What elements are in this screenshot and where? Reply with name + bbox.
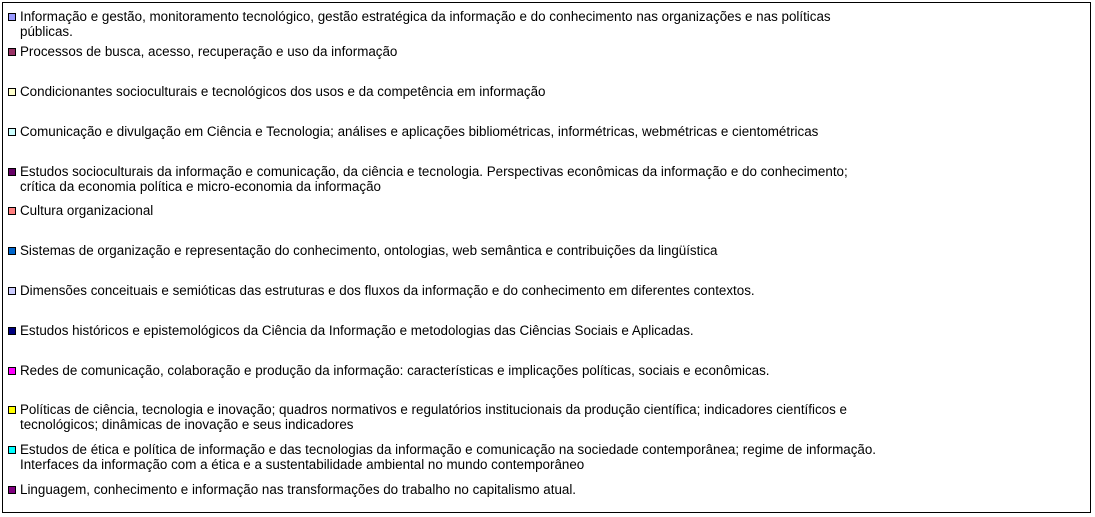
legend-entry: [8, 164, 1086, 194]
legend-entry: [8, 482, 1086, 497]
legend-label: Políticas de ciência, tecnologia e inovação; quadros normativos e regulatórios institucionais da produção científica; indicadores científicos e tecnológicos; dinâmicas de inovação e seus indicadores: [20, 402, 847, 432]
legend-swatch-icon: [8, 128, 16, 136]
legend-swatch-icon: [8, 406, 16, 414]
legend-label: Redes de comunicação, colaboração e produção da informação: características e implicações políticas, sociais e econômicas.: [20, 363, 770, 378]
legend-entry: [8, 124, 1086, 139]
legend-label: Cultura organizacional: [20, 203, 154, 218]
legend-swatch-icon: [8, 287, 16, 295]
legend-label: Estudos socioculturais da informação e comunicação, da ciência e tecnologia. Perspectivas econômicas da informação e do conhecimento; crítica da economia política e micro-economia da informação: [20, 164, 848, 194]
legend-entry: [8, 363, 1086, 378]
legend-label: Comunicação e divulgação em Ciência e Tecnologia; análises e aplicações bibliométricas, informétricas, webmétricas e cientométricas: [20, 124, 819, 139]
legend-entry: [8, 9, 1086, 39]
legend-swatch-icon: [8, 446, 16, 454]
legend-swatch-icon: [8, 247, 16, 255]
legend-label: Estudos históricos e epistemológicos da Ciência da Informação e metodologias das Ciências Sociais e Aplicadas.: [20, 323, 694, 338]
legend-entry: [8, 84, 1086, 99]
legend-swatch-icon: [8, 486, 16, 494]
legend-entry: [8, 323, 1086, 338]
legend-swatch-icon: [8, 168, 16, 176]
legend-swatch-icon: [8, 48, 16, 56]
legend-label: Sistemas de organização e representação do conhecimento, ontologias, web semântica e contribuições da lingüística: [20, 243, 718, 258]
chart-legend: [2, 2, 1091, 513]
legend-entry: [8, 243, 1086, 258]
legend-label: Processos de busca, acesso, recuperação e uso da informação: [20, 44, 398, 59]
legend-entry: [8, 44, 1086, 59]
legend-swatch-icon: [8, 327, 16, 335]
legend-entry: [8, 203, 1086, 218]
legend-label: Dimensões conceituais e semióticas das estruturas e dos fluxos da informação e do conhecimento em diferentes contextos.: [20, 283, 755, 298]
legend-label: Informação e gestão, monitoramento tecnológico, gestão estratégica da informação e do conhecimento nas organizações e nas políticas públicas.: [20, 9, 831, 39]
legend-swatch-icon: [8, 88, 16, 96]
legend-swatch-icon: [8, 13, 16, 21]
legend-label: Linguagem, conhecimento e informação nas transformações do trabalho no capitalismo atual.: [20, 482, 577, 497]
legend-entry: [8, 283, 1086, 298]
legend-swatch-icon: [8, 207, 16, 215]
legend-label: Condicionantes socioculturais e tecnológicos dos usos e da competência em informação: [20, 84, 546, 99]
legend-entry: [8, 442, 1086, 472]
legend-swatch-icon: [8, 367, 16, 375]
legend-entry: [8, 402, 1086, 432]
legend-label: Estudos de ética e política de informação e das tecnologias da informação e comunicação na sociedade contemporânea; regime de informação. Interfaces da informação com a ética e a sustentabilidade ambiental no mundo contemporâneo: [20, 442, 877, 472]
